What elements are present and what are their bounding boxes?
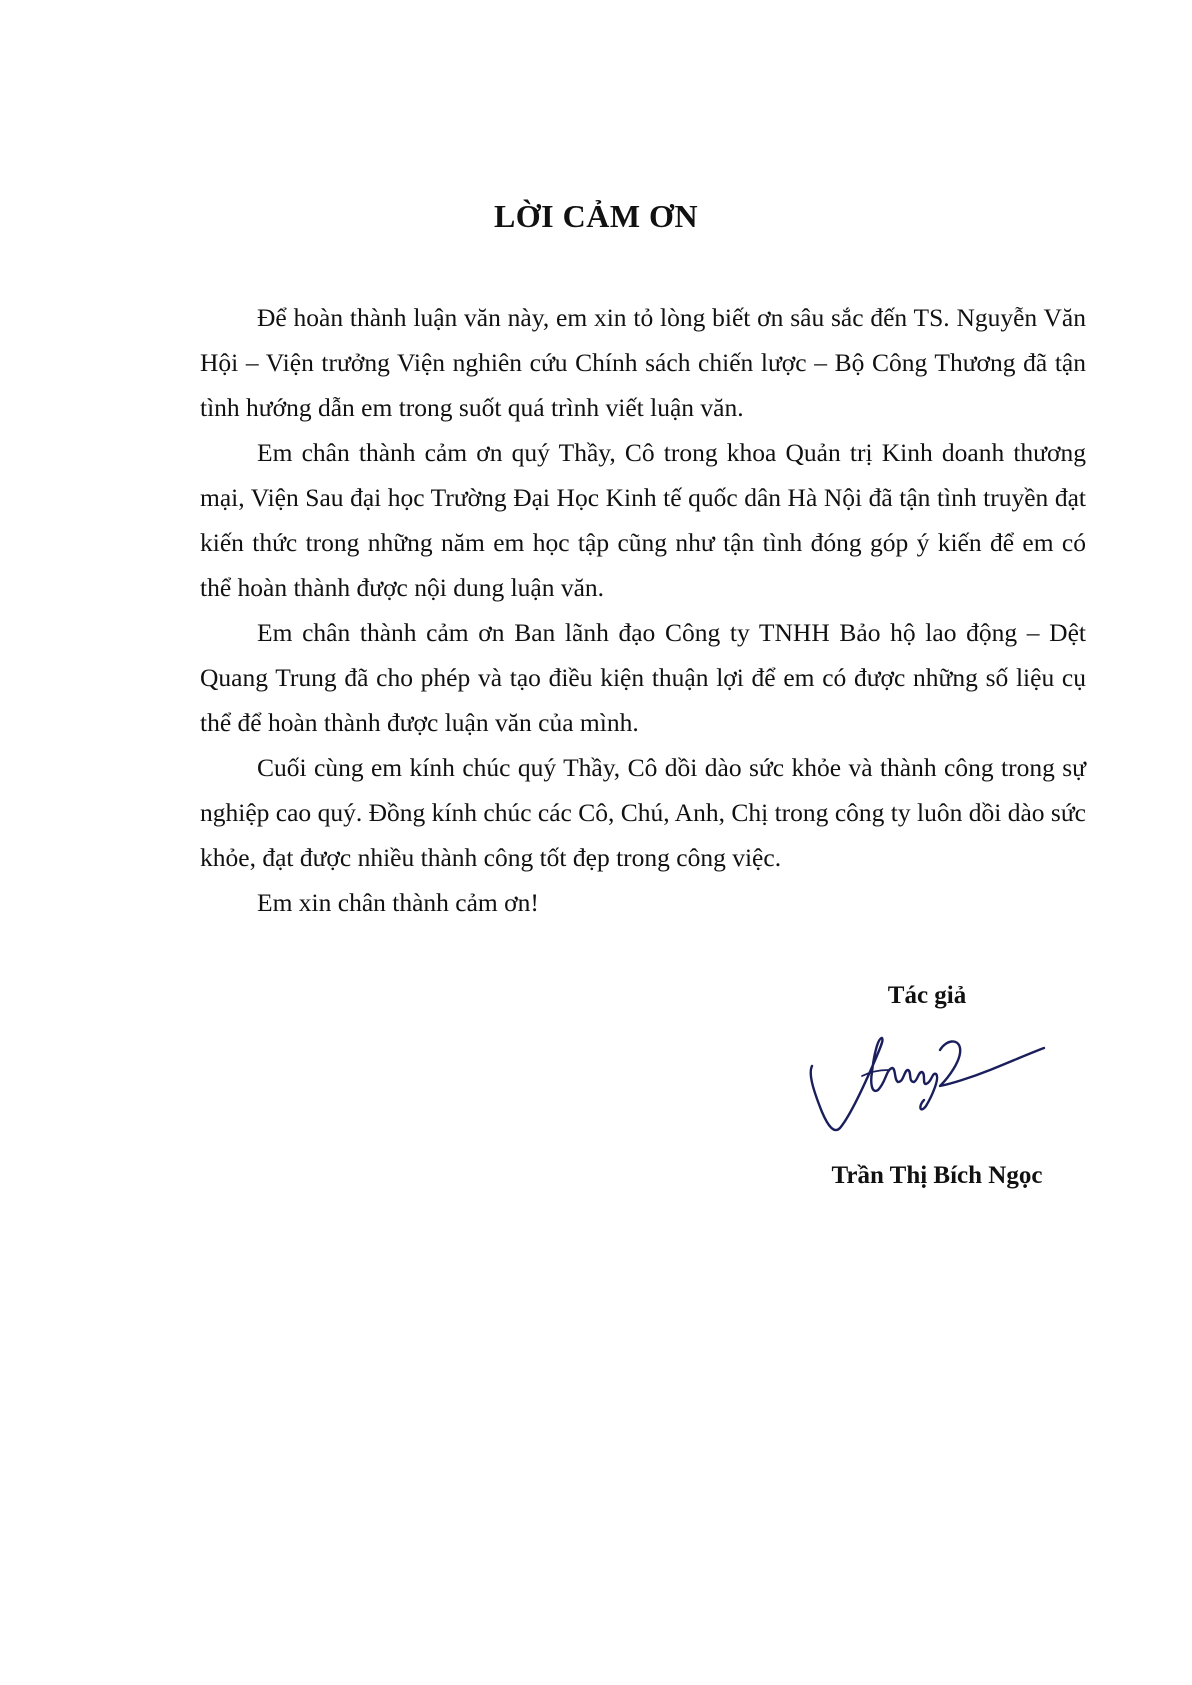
paragraph-faculty-thanks: Em chân thành cảm ơn quý Thầy, Cô trong khoa Quản trị Kinh doanh thương mại, Viện Sau đại học Trường Đại Học Kinh tế quốc dân Hà Nội đã tận tình truyền đạt kiến thức trong những năm em học tập cũng như tận tình đóng góp ý kiến để em có thể hoàn thành được nội dung luận văn. [200,438,1086,602]
handwritten-signature [800,1020,1050,1145]
author-label: Tác giả [887,982,967,1009]
paragraph-advisor-thanks: Để hoàn thành luận văn này, em xin tỏ lòng biết ơn sâu sắc đến TS. Nguyễn Văn Hội – Viện trưởng Viện nghiên cứu Chính sách chiến lược – Bộ Công Thương đã tận tình hướng dẫn em trong suốt quá trình viết luận văn. [200,303,1086,422]
paragraph-wishes: Cuối cùng em kính chúc quý Thầy, Cô dồi dào sức khỏe và thành công trong sự nghiệp cao quý. Đồng kính chúc các Cô, Chú, Anh, Chị trong công ty luôn dồi dào sức khỏe, đạt được nhiều thành công tốt đẹp trong công việc. [200,753,1086,872]
author-name: Trần Thị Bích Ngọc [831,1162,1043,1189]
page-title: LỜI CẢM ƠN [493,198,699,234]
acknowledgement-body [200,295,1086,925]
closing-line: Em xin chân thành cảm ơn! [257,888,539,917]
paragraph-company-thanks: Em chân thành cảm ơn Ban lãnh đạo Công ty TNHH Bảo hộ lao động – Dệt Quang Trung đã cho phép và tạo điều kiện thuận lợi để em có được những số liệu cụ thể để hoàn thành được luận văn của mình. [200,618,1086,737]
